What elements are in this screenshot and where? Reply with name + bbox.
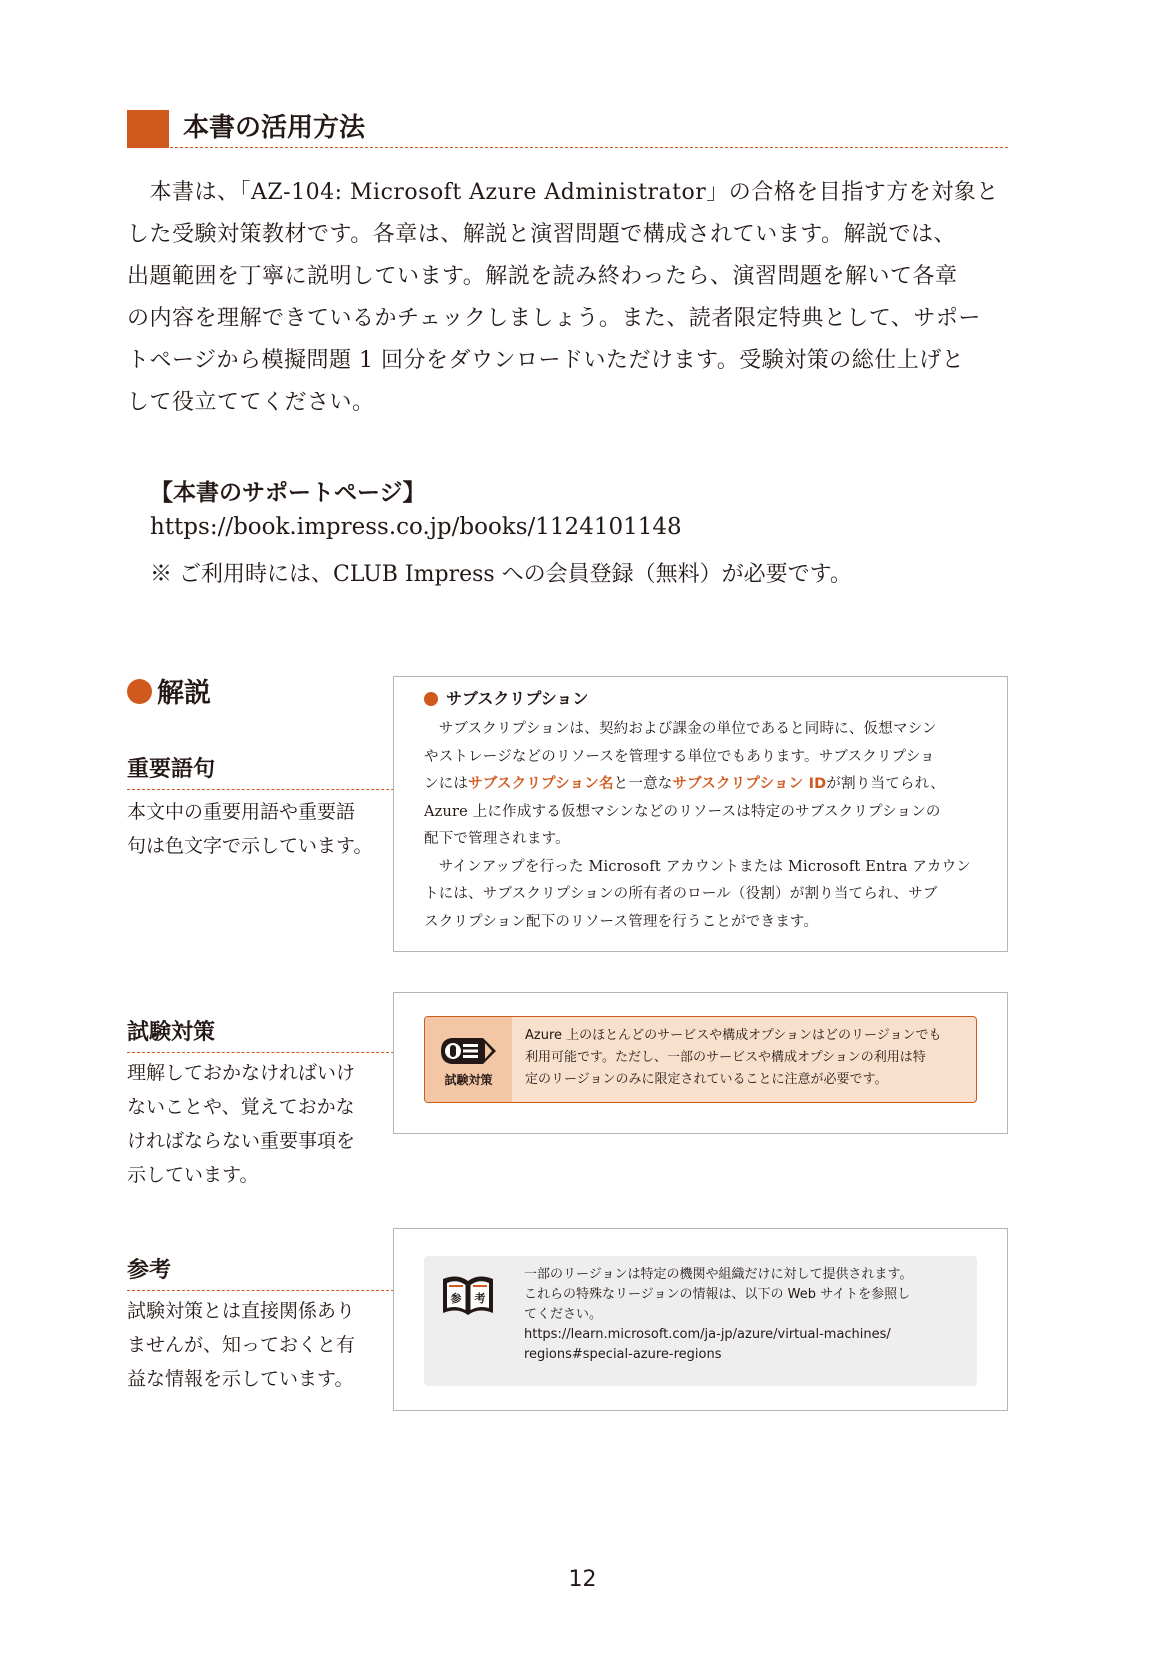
reference-label-desc xyxy=(127,1294,355,1396)
book-icon-left-char: 参 xyxy=(450,1292,462,1305)
sample-line: やストレージなどのリソースを管理する単位でもあります。サブスクリプショ xyxy=(424,748,935,765)
exam-tip-callout xyxy=(424,1016,977,1103)
exam-tip-icon-label: 試験対策 xyxy=(444,1073,493,1087)
exam-desc-line: 理解しておかなければいけ xyxy=(127,1062,356,1084)
exam-desc-line: ければならない重要事項を xyxy=(127,1130,356,1152)
exam-tip-line: 定のリージョンのみに限定されていることに注意が必要です。 xyxy=(525,1072,888,1087)
keyword-desc-line: 句は色文字で示しています。 xyxy=(127,835,373,857)
intro-line: した受験対策教材です。各章は、解説と演習問題で構成されています。解説では、 xyxy=(127,222,956,247)
reference-url-line[interactable]: regions#special-azure-regions xyxy=(524,1347,722,1362)
exam-desc-line: 示しています。 xyxy=(127,1164,259,1186)
exam-tip-text xyxy=(525,1025,965,1091)
keyword-label-desc xyxy=(127,795,372,863)
reference-desc-line: ませんが、知っておくと有 xyxy=(127,1334,356,1356)
support-note: ※ ご利用時には、CLUB Impress への会員登録（無料）が必要です。 xyxy=(150,562,852,587)
intro-paragraph xyxy=(127,172,1007,424)
pencil-icon xyxy=(439,1035,499,1067)
reference-desc-line: 試験対策とは直接関係あり xyxy=(127,1300,356,1322)
support-title: 【本書のサポートページ】 xyxy=(150,480,426,506)
exam-tip-line: 利用可能です。ただし、一部のサービスや構成オプションの利用は特 xyxy=(525,1050,926,1065)
intro-line: 出題範囲を丁寧に説明しています。解説を読み終わったら、演習問題を解いて各章 xyxy=(127,264,958,289)
exam-tip-line: Azure 上のほとんどのサービスや構成オプションはどのリージョンでも xyxy=(525,1028,942,1043)
reference-line: てください。 xyxy=(524,1307,603,1322)
open-book-icon xyxy=(441,1273,495,1319)
reference-url-line[interactable]: https://learn.microsoft.com/ja-jp/azure/virtual-machines/ xyxy=(524,1327,891,1342)
sample-line: スクリプション配下のリソース管理を行うことができます。 xyxy=(424,913,819,930)
sample-text: ンには xyxy=(424,776,469,792)
sample-explanation-heading: サブスクリプション xyxy=(446,689,589,708)
exam-leader-line xyxy=(127,1052,419,1053)
sample-line: トには、サブスクリプションの所有者のロール（役割）が割り当てられ、サブ xyxy=(424,886,938,902)
section-marker xyxy=(127,110,169,148)
exam-label-title: 試験対策 xyxy=(127,1020,216,1045)
book-icon-right-char: 考 xyxy=(474,1292,486,1305)
reference-leader-line xyxy=(127,1290,419,1291)
sample-explanation-body xyxy=(424,716,984,936)
sample-text: が割り当てられ、 xyxy=(826,776,945,792)
keyword-label-title: 重要語句 xyxy=(127,757,216,782)
keyword-highlight: サブスクリプション ID xyxy=(672,776,827,792)
reference-label-title: 参考 xyxy=(127,1258,172,1283)
reference-text xyxy=(524,1265,964,1365)
sample-text: と一意な xyxy=(613,776,673,792)
sample-line: 配下で管理されます。 xyxy=(424,831,570,847)
section-title: 本書の活用方法 xyxy=(183,113,366,143)
intro-line: して役立ててください。 xyxy=(127,390,375,415)
page-number: 12 xyxy=(568,1567,597,1592)
exam-desc-line: ないことや、覚えておかな xyxy=(127,1096,355,1118)
bullet-icon xyxy=(424,692,438,706)
sample-line: サインアップを行った Microsoft アカウントまたは Microsoft Entra アカウン xyxy=(424,858,972,875)
reference-line: 一部のリージョンは特定の機関や組織だけに対して提供されます。 xyxy=(524,1267,913,1282)
intro-line: トページから模擬問題 1 回分をダウンロードいただけます。受験対策の総仕上げと xyxy=(127,348,965,373)
keyword-highlight: サブスクリプション名 xyxy=(468,776,614,792)
intro-line: 本書は、「AZ-104: Microsoft Azure Administrator」の合格を目指す方を対象と xyxy=(127,180,999,205)
section-divider xyxy=(170,147,1008,148)
exam-label-desc xyxy=(127,1056,355,1192)
exam-tip-icon-cell xyxy=(425,1017,512,1102)
explanation-title: 解説 xyxy=(157,678,211,709)
keyword-desc-line: 本文中の重要用語や重要語 xyxy=(127,801,356,823)
sample-line: サブスクリプションは、契約および課金の単位であると同時に、仮想マシン xyxy=(424,721,937,737)
support-url[interactable]: https://book.impress.co.jp/books/1124101148 xyxy=(150,514,682,540)
sample-line: Azure 上に作成する仮想マシンなどのリソースは特定のサブスクリプションの xyxy=(424,803,941,820)
intro-line: の内容を理解できているかチェックしましょう。また、読者限定特典として、サポー xyxy=(127,306,981,331)
reference-line: これらの特殊なリージョンの情報は、以下の Web サイトを参照し xyxy=(524,1287,911,1302)
bullet-icon xyxy=(127,679,152,704)
sample-line xyxy=(424,771,984,799)
reference-desc-line: 益な情報を示しています。 xyxy=(127,1368,354,1390)
